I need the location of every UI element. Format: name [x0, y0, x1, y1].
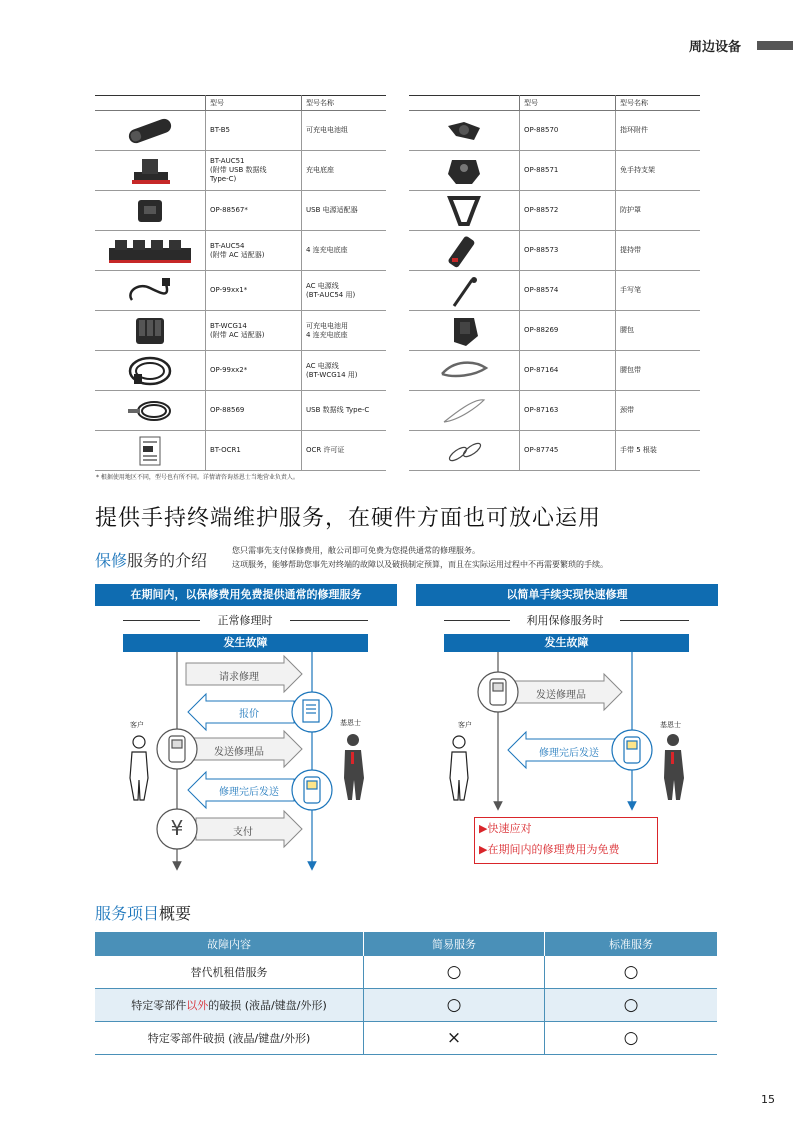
table-cell: ○: [364, 989, 545, 1022]
step-return-item: 修理完后发送: [219, 787, 279, 798]
model-code: OP-88569: [206, 391, 302, 431]
model-code: OP-87164: [520, 351, 616, 391]
table-header-name: 型号名称: [302, 96, 387, 111]
model-code: OP-88574: [520, 271, 616, 311]
keyence-label: 基恩士: [660, 721, 681, 729]
page-number: 15: [761, 1093, 775, 1106]
step-payment: 支付: [233, 827, 253, 838]
left-failure-label: 发生故障: [123, 634, 368, 652]
model-code: OP-88572: [520, 191, 616, 231]
heading-highlight: 服务项目: [95, 904, 160, 923]
model-name: 腰包: [616, 311, 701, 351]
table-cell: 特定零部件破损 (液晶/键盘/外形): [95, 1022, 364, 1055]
cell-text: 特定零部件: [131, 999, 187, 1012]
service-table: [95, 932, 717, 1055]
model-name: 可充电电池组: [302, 111, 387, 151]
model-code: OP-88269: [520, 311, 616, 351]
customer-label: 客户: [458, 721, 472, 729]
model-code: BT-AUC51 (附带 USB 数据线 Type-C): [206, 151, 302, 191]
table-cell: ○: [364, 956, 545, 989]
cell-text: 的破损 (液晶/键盘/外形): [208, 999, 327, 1012]
model-name: 提持带: [616, 231, 701, 271]
benefit-item: ▶在期间内的修理费用为免费: [479, 843, 620, 856]
right-failure-label: 发生故障: [444, 634, 689, 652]
model-code: BT-WCG14 (附带 AC 适配器): [206, 311, 302, 351]
step-send-item: 发送修理品: [536, 690, 586, 701]
benefit-box: [474, 817, 658, 864]
table-cell: ×: [364, 1022, 545, 1055]
left-flow-subtitle: 正常修理时: [200, 612, 290, 628]
table-header-model: 型号: [520, 96, 616, 111]
model-name: 手带 5 根装: [616, 431, 701, 471]
model-code: OP-99xx2*: [206, 351, 302, 391]
table-cell: ○: [545, 956, 718, 989]
table-cell: ○: [545, 989, 718, 1022]
footnote: * 根据使用地区不同，型号也有所不同。详情请咨询基恩士当地营业负责人。: [96, 474, 299, 481]
section-label: 周边设备: [688, 40, 741, 55]
heading-text: 服务的介绍: [127, 551, 208, 570]
model-code: OP-99xx1*: [206, 271, 302, 311]
step-send-item: 发送修理品: [214, 747, 264, 758]
left-flow-banner: 在期间内，以保修费用免费提供通常的修理服务: [95, 584, 397, 606]
model-name: USB 数据线 Type-C: [302, 391, 387, 431]
heading-text: 概要: [159, 904, 192, 923]
table-cell: [95, 989, 364, 1022]
model-name: USB 电源适配器: [302, 191, 387, 231]
keyence-label: 基恩士: [340, 719, 361, 727]
model-name: 手写笔: [616, 271, 701, 311]
right-flow-subtitle: 利用保修服务时: [510, 612, 620, 628]
yen-icon: ¥: [170, 816, 184, 840]
table-header: 标准服务: [545, 932, 718, 956]
model-code: OP-87745: [520, 431, 616, 471]
model-name: 充电底座: [302, 151, 387, 191]
model-name: 免手持支架: [616, 151, 701, 191]
model-code: OP-88571: [520, 151, 616, 191]
step-return-item: 修理完后发送: [539, 748, 599, 759]
table-cell: ○: [545, 1022, 718, 1055]
table-row: [95, 956, 717, 989]
benefit-item: ▶快速应对: [479, 822, 532, 835]
model-name: 可充电电池用 4 连充电底座: [302, 311, 387, 351]
model-name: 颈带: [616, 391, 701, 431]
model-name: 指环附件: [616, 111, 701, 151]
heading-highlight: 保修: [95, 551, 128, 570]
model-code: BT-B5: [206, 111, 302, 151]
table-header: 故障内容: [95, 932, 364, 956]
intro-line: 这项服务，能够帮助您事先对终端的故障以及破损制定预算，而且在实际运用过程中不再需要繁琐的手续。: [232, 560, 608, 569]
page-title: 提供手持终端维护服务，在硬件方面也可放心运用: [95, 506, 602, 531]
table-row: [95, 1022, 717, 1055]
model-name: 防护罩: [616, 191, 701, 231]
model-name: 腰包带: [616, 351, 701, 391]
section-heading: [95, 901, 191, 924]
cell-highlight: 以外: [186, 999, 209, 1012]
model-name: 4 连充电底座: [302, 231, 387, 271]
table-row: [95, 989, 717, 1022]
right-flow-banner: 以简单手续实现快速修理: [416, 584, 718, 606]
table-cell: 替代机租借服务: [95, 956, 364, 989]
model-code: BT-OCR1: [206, 431, 302, 471]
model-code: OP-88570: [520, 111, 616, 151]
table-header-model: 型号: [206, 96, 302, 111]
table-header: 简易服务: [364, 932, 545, 956]
model-name: OCR 许可证: [302, 431, 387, 471]
model-name: AC 电源线 (BT-WCG14 用): [302, 351, 387, 391]
intro-line: 您只需事先支付保修费用，敝公司即可免费为您提供通常的修理服务。: [232, 546, 480, 555]
step-request-repair: 请求修理: [219, 672, 259, 683]
model-code: OP-88567*: [206, 191, 302, 231]
model-name: AC 电源线 (BT-AUC54 用): [302, 271, 387, 311]
model-code: BT-AUC54 (附带 AC 适配器): [206, 231, 302, 271]
customer-label: 客户: [130, 721, 144, 729]
model-code: OP-87163: [520, 391, 616, 431]
model-code: OP-88573: [520, 231, 616, 271]
step-quote: 报价: [239, 709, 259, 720]
table-header-name: 型号名称: [616, 96, 701, 111]
